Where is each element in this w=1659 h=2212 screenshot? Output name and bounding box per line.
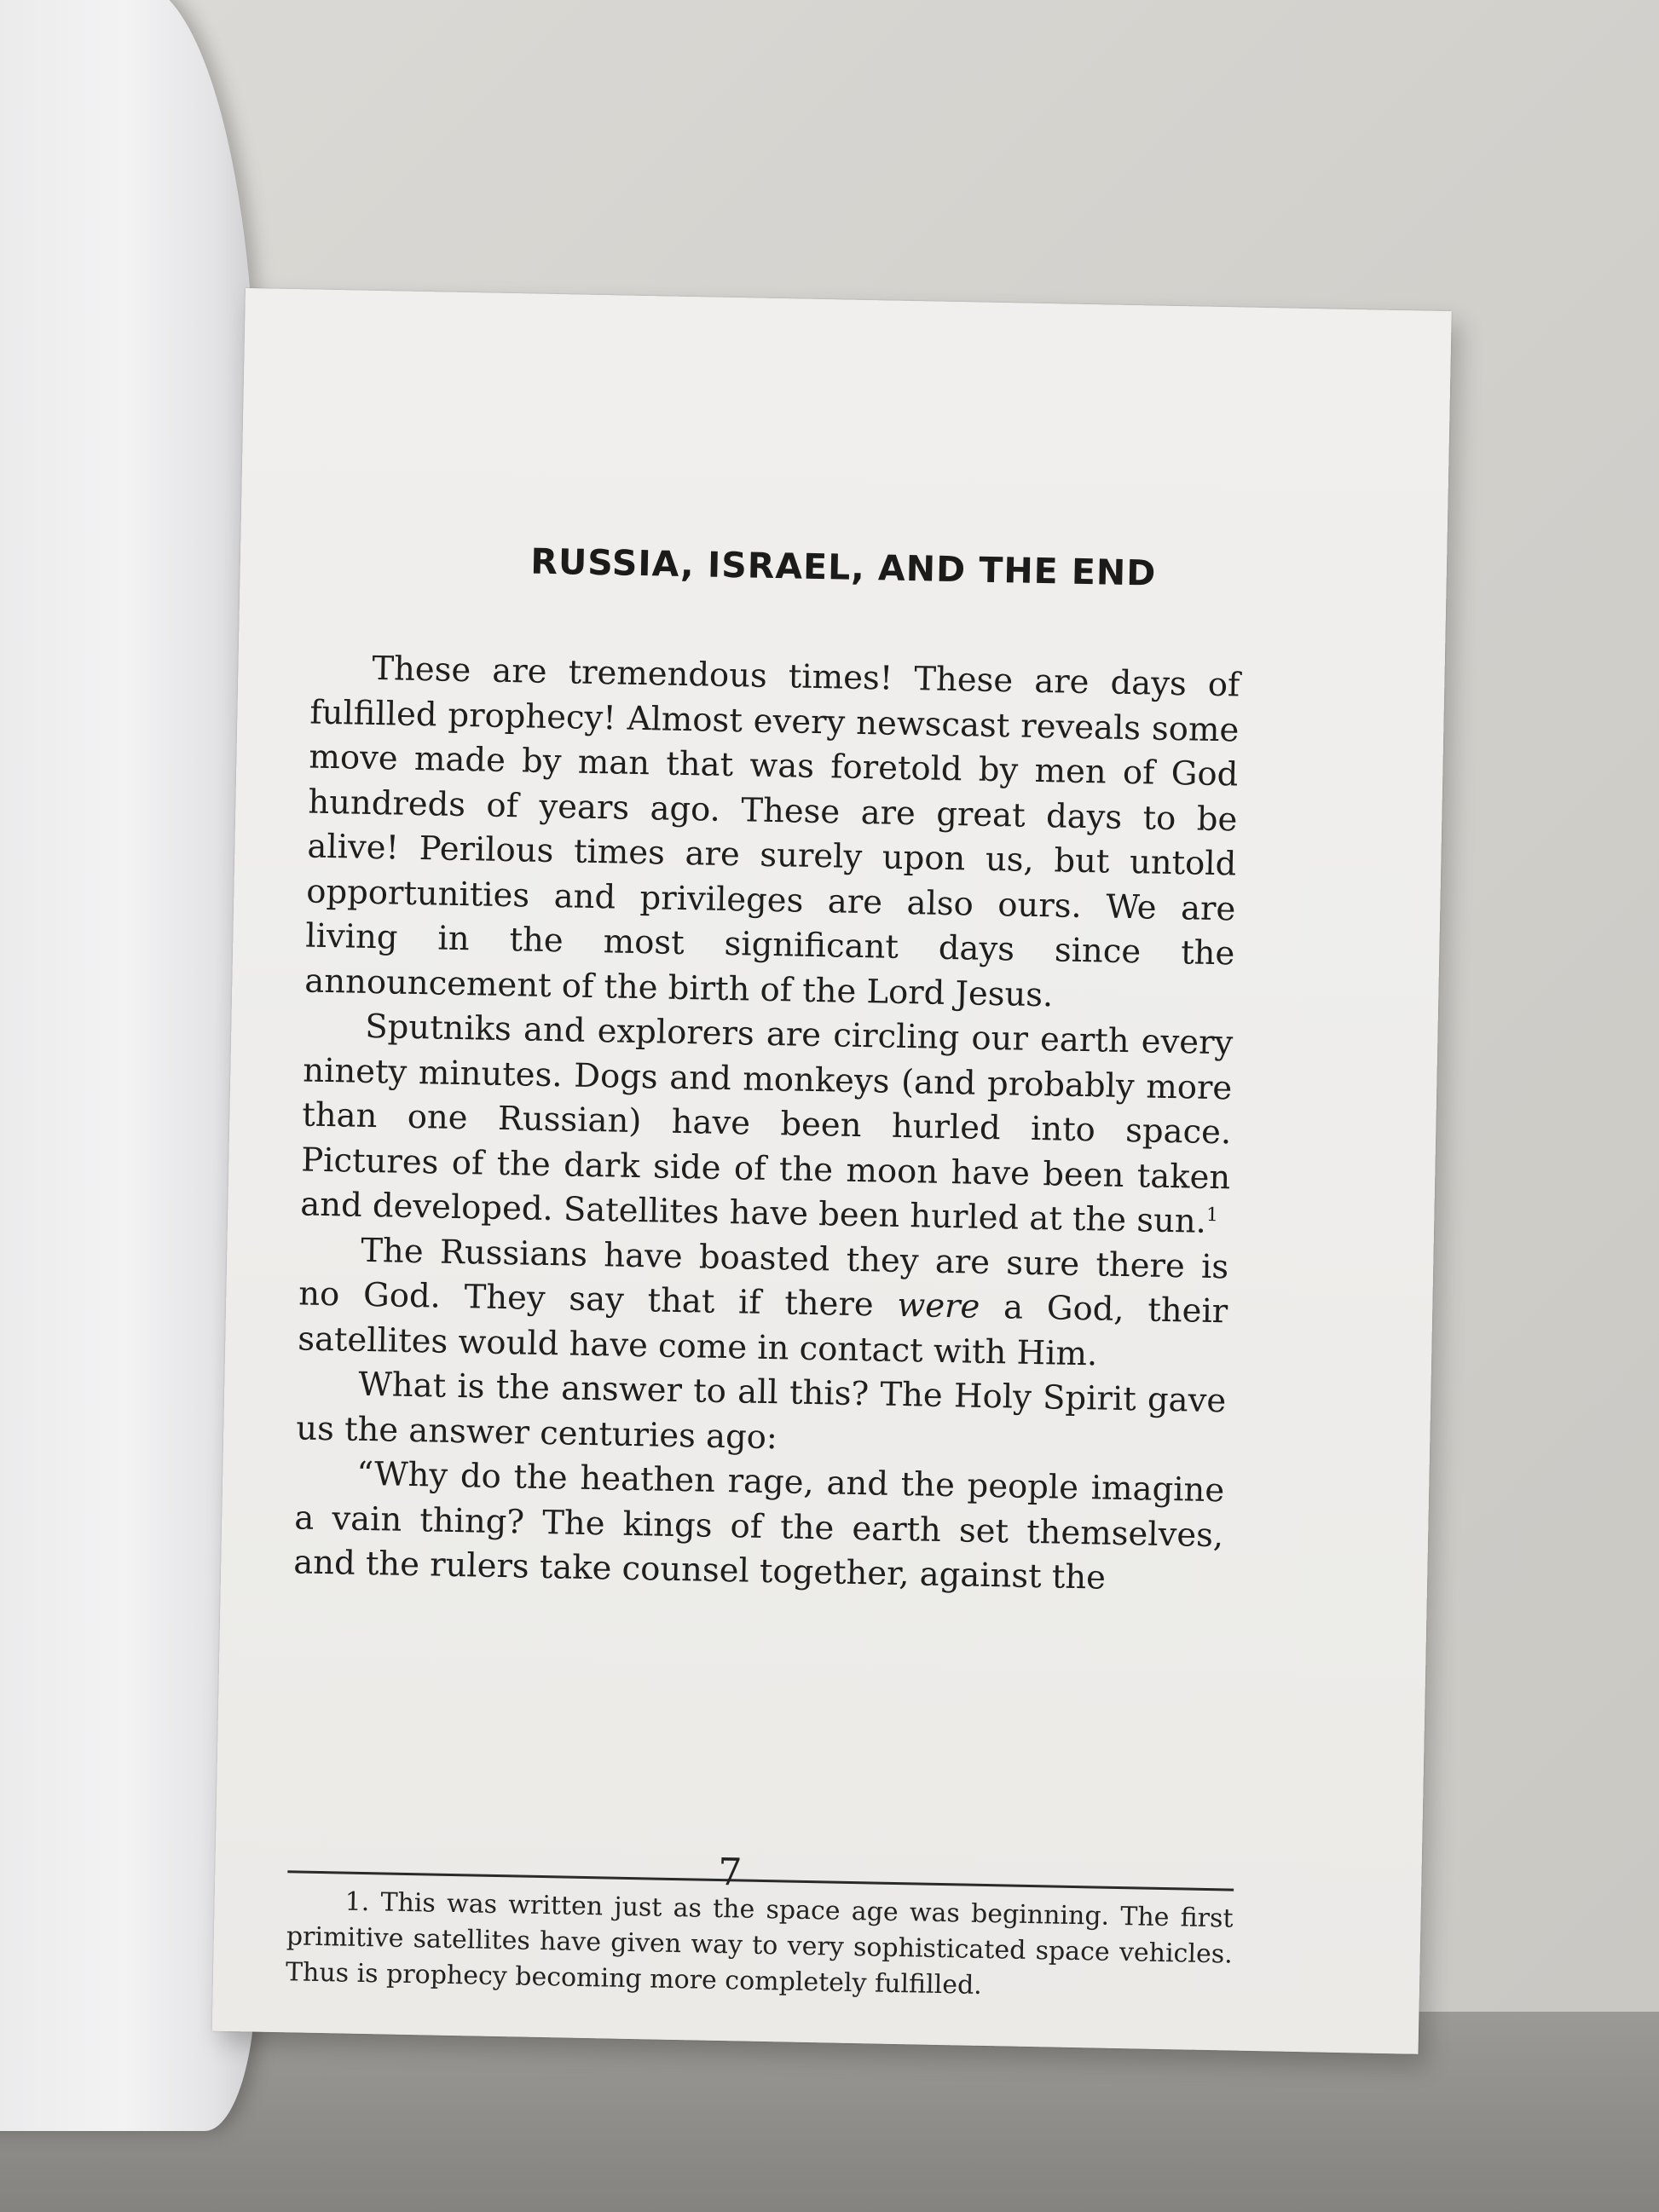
paragraph-3-italic: were <box>896 1285 980 1326</box>
footnote-area <box>285 290 1264 2051</box>
paragraph-3-text-a: The Russians have boasted they are sure there is no God. They say that if there <box>298 1231 1229 1325</box>
paragraph-5-quote: “Why do the heathen rage, and the people imagine a vain thing? The kings of the earth set themselves, and the rulers take counsel together, against the <box>292 1454 1225 1597</box>
footnote-text: 1. This was written just as the space age was beginning. The first primitive satellites have given way to very sophisticated space vehicles. Thus is prophecy becoming more completely fulfilled. <box>285 1886 1234 2001</box>
page-title: RUSSIA, ISRAEL, AND THE END <box>529 540 1157 594</box>
page-number: 7 <box>717 1850 743 1895</box>
paragraph-1: These are tremendous times! These are days of fulfilled prophecy! Almost every newscast reveals some move made by man that was foretold by men of God hundreds of years ago. These are great days to be alive! Perilous times are surely upon us, but untold opportunities and privileges are also ours. We are living in the most significant days since the announcement of the birth of the Lord Jesus. <box>303 649 1240 1014</box>
paragraph-2-text: Sputniks and explorers are circling our earth every ninety minutes. Dogs and monkeys (and probably more than one Russian) have been hurled into space. Pictures of the dark side of the moon have been taken and developed. Satellites have been hurled at the sun. <box>299 1007 1234 1241</box>
paragraph-4: What is the answer to all this? The Holy Spirit gave us the answer centuries ago: <box>295 1365 1227 1457</box>
footnote <box>286 1883 1234 2008</box>
book-page <box>212 288 1452 2054</box>
paragraph-3-text-b: a God, their satellites would have come in contact with Him. <box>297 1287 1228 1373</box>
footnote-marker: 1 <box>1205 1204 1219 1227</box>
